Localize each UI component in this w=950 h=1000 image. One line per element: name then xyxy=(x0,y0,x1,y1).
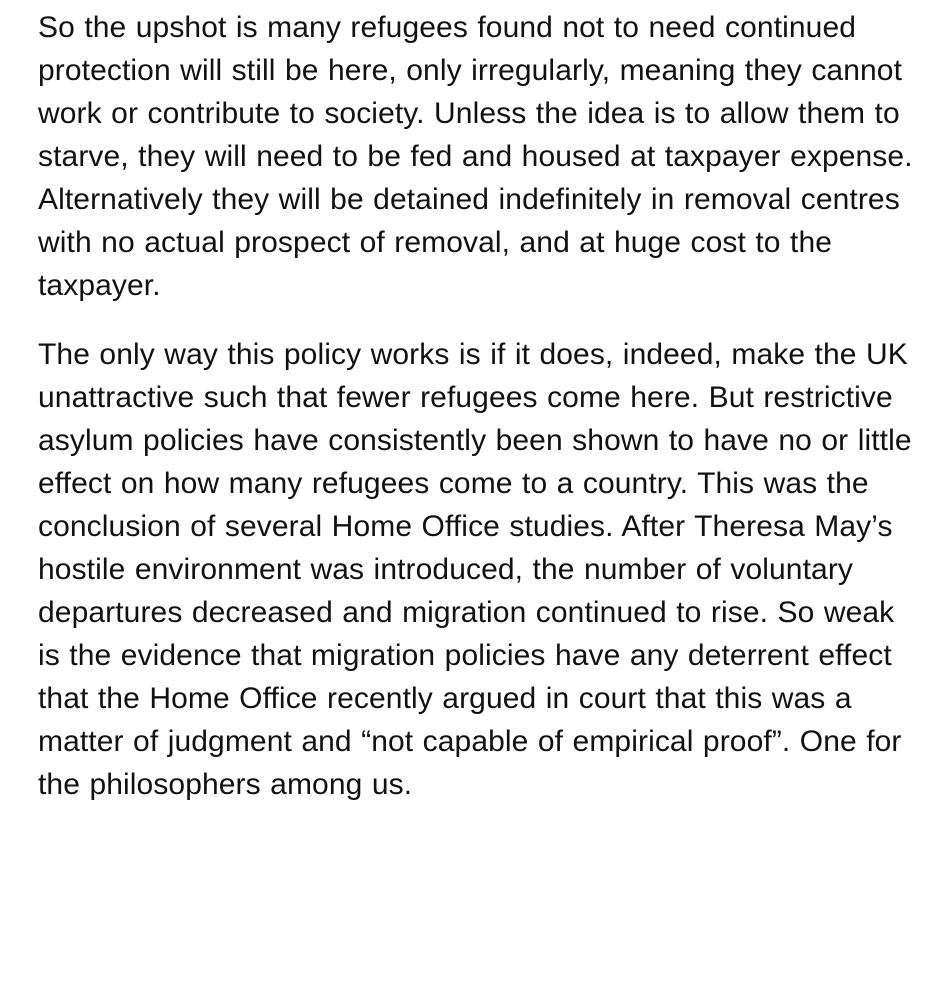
paragraph-policy-evidence: The only way this policy works is if it does, indeed, make the UK unattractive such that fewer refugees come here. But restrictive asylum policies have consistently been shown to have no or little effect on how many refugees come to a country. This was the conclusion of several Home Office studies. After Theresa May’s hostile environment was introduced, the number of voluntary departures decreased and migration continued to rise. So weak is the evidence that migration policies have any deterrent effect that the Home Office recently argued in court that this was a matter of judgment and “not capable of empirical proof”. One for the philosophers among us. xyxy=(38,338,912,801)
paragraph-upshot: So the upshot is many refugees found not to need continued protection will still be here, only irregularly, meaning they cannot work or contribute to society. Unless the idea is to allow them to starve, they will need to be fed and housed at taxpayer expense. Alternatively they will be detained indefinitely in removal centres with no actual prospect of removal, and at huge cost to the taxpayer. xyxy=(38,11,913,302)
